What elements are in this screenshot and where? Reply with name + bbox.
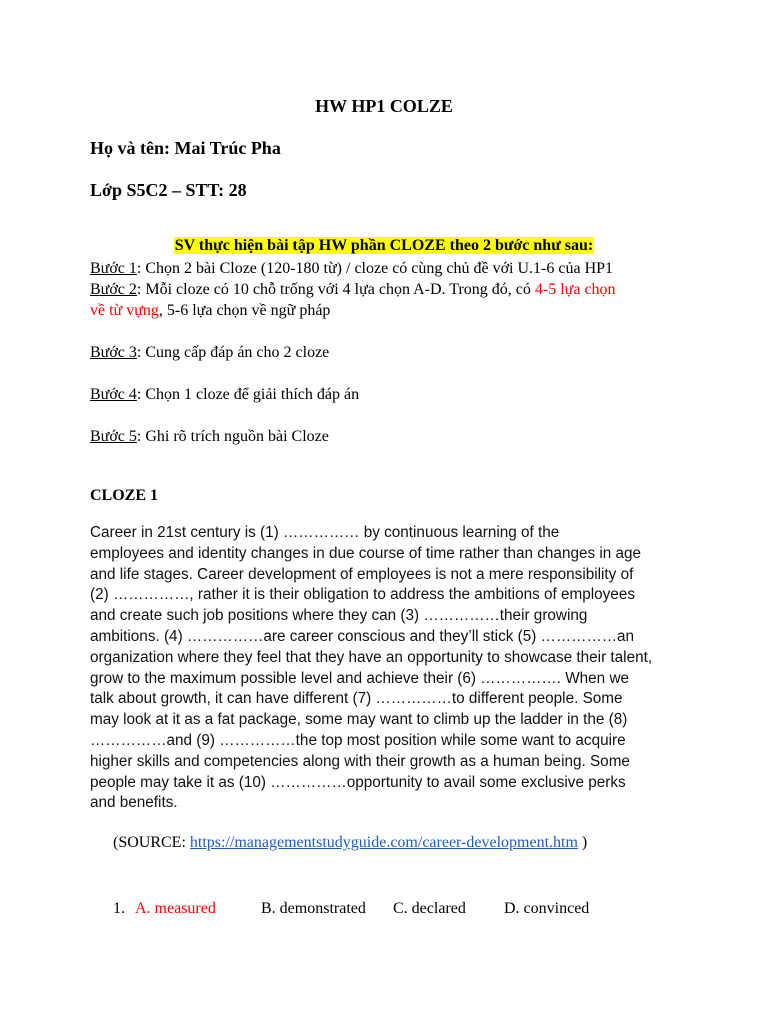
step-1-text: : Chọn 2 bài Cloze (120-180 từ) / cloze có cùng chủ đề với U.1-6 của HP1 <box>136 260 614 277</box>
passage-line: (2) ……………, rather it is their obligation to address the ambitions of employees <box>90 586 635 604</box>
step-3-label: Bước 3 <box>90 344 137 361</box>
passage-line: ambitions. (4) ……………are career conscious and they’ll stick (5) ……………an <box>90 627 635 645</box>
source-suffix: ) <box>577 834 588 851</box>
option-d: D. convinced <box>504 900 590 917</box>
step-1 <box>90 258 690 279</box>
step-2-label: Bước 2 <box>90 281 137 298</box>
step-2 <box>90 279 690 321</box>
step-4-text: : Chọn 1 cloze để giải thích đáp án <box>136 386 360 403</box>
passage-line: organization where they feel that they have an opportunity to showcase their talent, <box>90 648 653 666</box>
step-3-text: : Cung cấp đáp án cho 2 cloze <box>136 344 330 361</box>
page-title: HW HP1 COLZE <box>315 96 453 116</box>
passage-line: people may take it as (10) ……………opportunity to avail some exclusive perks <box>90 773 626 791</box>
passage-line: employees and identity changes in due course of time rather than changes in age <box>90 544 642 562</box>
highlighted-heading: SV thực hiện bài tập HW phần CLOZE theo 2 bước như sau: <box>174 237 594 254</box>
passage-line: and benefits. <box>90 794 178 812</box>
step-3 <box>90 342 690 363</box>
step-4-label: Bước 4 <box>90 386 137 403</box>
step-1-label: Bước 1 <box>90 260 137 277</box>
step-4 <box>90 384 690 405</box>
source-citation <box>113 832 587 854</box>
instructions-steps <box>90 258 690 447</box>
passage-line: higher skills and competencies along with their growth as a human being. Some <box>90 752 630 770</box>
step-5 <box>90 426 690 447</box>
option-a: A. measured <box>135 900 216 917</box>
step-2-text-a: : Mỗi cloze có 10 chỗ trống với 4 lựa chọn A-D. Trong đó, có <box>136 281 535 298</box>
source-prefix: (SOURCE: <box>113 834 190 851</box>
student-class: Lớp S5C2 – STT: 28 <box>90 180 247 200</box>
answer-row-1 <box>113 898 589 920</box>
cloze-passage <box>90 523 660 814</box>
source-link[interactable]: https://managementstudyguide.com/career-development.htm <box>189 834 578 851</box>
instructions-heading <box>0 236 768 256</box>
passage-line: and life stages. Career development of employees is not a mere responsibility of <box>90 565 634 583</box>
passage-line: ……………and (9) ……………the top most position while some want to acquire <box>90 731 626 749</box>
passage-line: grow to the maximum possible level and achieve their (6) ……………. When we <box>90 669 629 687</box>
step-2-text-b: , 5-6 lựa chọn về ngữ pháp <box>158 302 331 319</box>
passage-line: Career in 21st century is (1) …………… by continuous learning of the <box>90 524 560 541</box>
step-5-label: Bước 5 <box>90 428 137 445</box>
passage-line: talk about growth, it can have different (7) ……………to different people. Some <box>90 690 623 708</box>
step-2-highlight-b: về từ vựng <box>90 302 159 319</box>
option-b: B. demonstrated <box>261 900 366 917</box>
passage-line: may look at it as a fat package, some may want to climb up the ladder in the (8) <box>90 711 628 729</box>
cloze-title: CLOZE 1 <box>90 487 159 504</box>
passage-line: and create such job positions where they can (3) ……………their growing <box>90 607 588 625</box>
step-5-text: : Ghi rõ trích nguồn bài Cloze <box>136 428 329 445</box>
question-number: 1. <box>113 900 125 917</box>
student-name: Họ và tên: Mai Trúc Pha <box>90 138 281 158</box>
step-2-highlight-a: 4-5 lựa chọn <box>534 281 616 298</box>
option-c: C. declared <box>393 900 466 917</box>
